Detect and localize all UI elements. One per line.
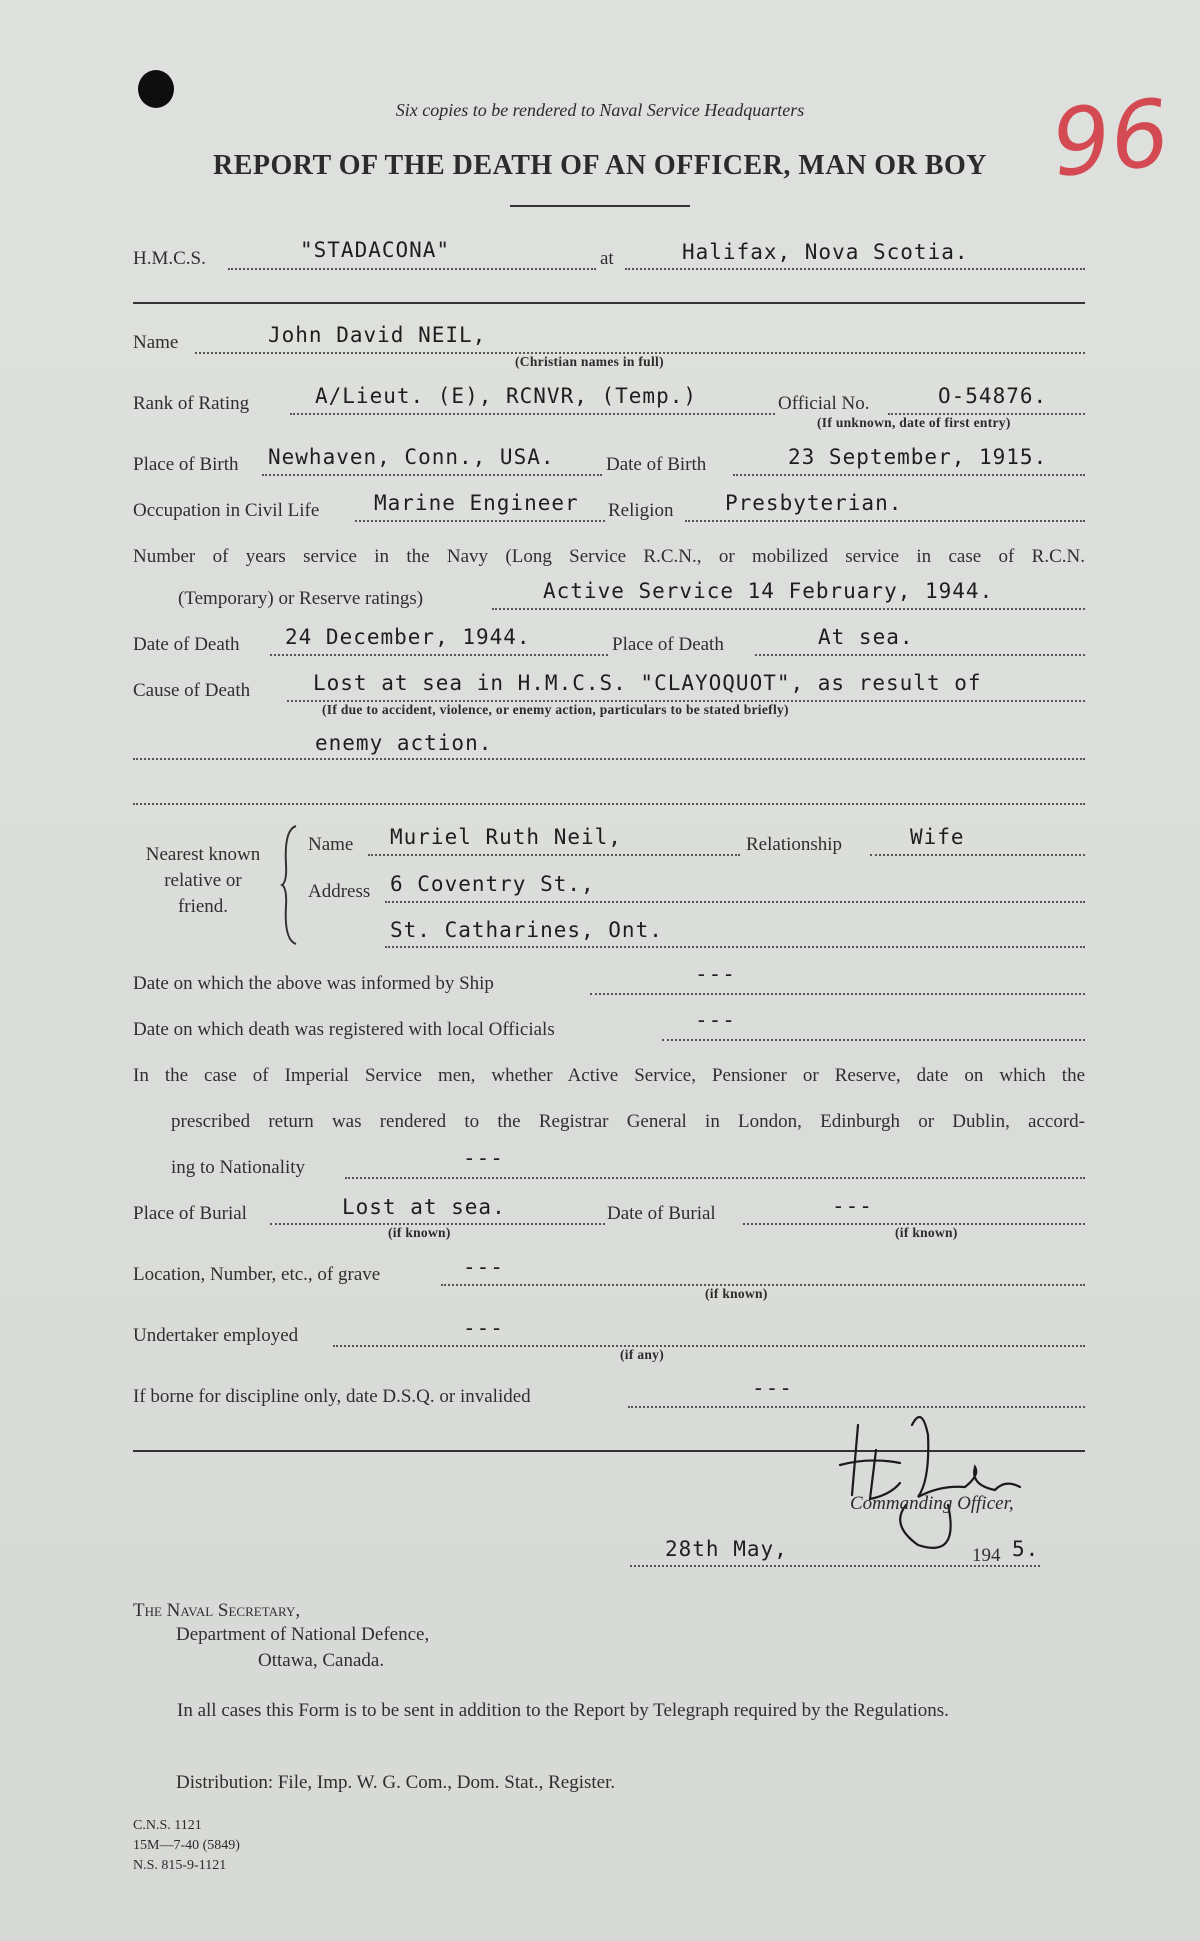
burial-place-note: (if known) xyxy=(388,1225,451,1240)
service-line xyxy=(492,608,1085,610)
form-code-3: N.S. 815-9-1121 xyxy=(133,1858,227,1873)
cause-line-3 xyxy=(133,803,1085,805)
address-label: Address xyxy=(308,881,371,902)
rank-label: Rank of Rating xyxy=(133,393,250,414)
relative-side-label-1: Nearest known xyxy=(145,844,261,865)
relative-side-label xyxy=(128,842,278,920)
official-label: Official No. xyxy=(778,393,870,414)
grave-note: (if known) xyxy=(705,1286,768,1301)
name-value: John David NEIL, xyxy=(268,323,487,347)
cause-value-1: Lost at sea in H.M.C.S. "CLAYOQUOT", as result of xyxy=(313,671,982,695)
signature-title: Commanding Officer, xyxy=(850,1493,1014,1514)
religion-value: Presbyterian. xyxy=(725,491,903,515)
death-date-value: 24 December, 1944. xyxy=(285,625,531,649)
name-label: Name xyxy=(133,332,179,353)
ship-value: "STADACONA" xyxy=(300,238,451,262)
distribution: Distribution: File, Imp. W. G. Com., Dom. Stat., Register. xyxy=(176,1772,616,1793)
signature-year-prefix: 194 xyxy=(972,1545,1001,1566)
rank-line xyxy=(290,413,775,415)
form-title: REPORT OF THE DEATH OF AN OFFICER, MAN OR BOY xyxy=(213,150,987,181)
death-date-line xyxy=(270,654,608,656)
service-label-1: Number of years service in the Navy (Long Service R.C.N., or mobilized service in case of R.C.N. xyxy=(133,546,1085,567)
signature-date: 28th May, xyxy=(665,1537,788,1561)
rank-value: A/Lieut. (E), RCNVR, (Temp.) xyxy=(315,384,698,408)
birth-place-value: Newhaven, Conn., USA. xyxy=(268,445,555,469)
name-note: (Christian names in full) xyxy=(515,354,664,369)
registered-label: Date on which death was registered with local Officials xyxy=(133,1019,555,1040)
page-number-handwritten: 96 xyxy=(1046,79,1175,198)
signature-year-suffix: 5. xyxy=(1012,1537,1040,1561)
section-rule xyxy=(133,302,1085,304)
relative-side-label-3: friend. xyxy=(177,896,229,917)
grave-label: Location, Number, etc., of grave xyxy=(133,1264,381,1285)
address-line-1 xyxy=(385,901,1085,903)
form-code-1: C.N.S. 1121 xyxy=(133,1818,202,1833)
at-line xyxy=(625,268,1085,270)
address-2: St. Catharines, Ont. xyxy=(390,918,663,942)
informed-line xyxy=(590,993,1085,995)
form-note: In all cases this Form is to be sent in addition to the Report by Telegraph required by the Regulations. xyxy=(177,1700,949,1721)
cause-value-2: enemy action. xyxy=(315,731,493,755)
undertaker-label: Undertaker employed xyxy=(133,1325,299,1346)
burial-place-label: Place of Burial xyxy=(133,1203,247,1224)
relative-name-label: Name xyxy=(308,834,354,855)
death-date-label: Date of Death xyxy=(133,634,240,655)
imperial-value-line xyxy=(345,1177,1085,1179)
grave-value: --- xyxy=(463,1255,504,1279)
relationship-label: Relationship xyxy=(746,834,843,855)
birth-date-line xyxy=(733,474,1085,476)
occupation-label: Occupation in Civil Life xyxy=(133,500,320,521)
cause-line-2 xyxy=(133,758,1085,760)
official-note: (If unknown, date of first entry) xyxy=(817,415,1011,430)
discipline-value: --- xyxy=(752,1376,793,1400)
imperial-line-2: prescribed return was rendered to the Registrar General in London, Edinburgh or Dublin, accord- xyxy=(171,1111,1085,1132)
copies-note: Six copies to be rendered to Naval Service Headquarters xyxy=(395,100,805,120)
relative-side-label-2: relative or xyxy=(164,870,242,891)
burial-place-value: Lost at sea. xyxy=(342,1195,506,1219)
burial-date-label: Date of Burial xyxy=(607,1203,716,1224)
undertaker-line xyxy=(333,1345,1085,1347)
death-place-value: At sea. xyxy=(818,625,914,649)
birth-date-value: 23 September, 1915. xyxy=(788,445,1048,469)
registered-value: --- xyxy=(695,1008,736,1032)
department: Department of National Defence, xyxy=(176,1624,430,1645)
address-line-2 xyxy=(385,946,1085,948)
death-place-label: Place of Death xyxy=(612,634,724,655)
occupation-line xyxy=(355,520,605,522)
imperial-value: --- xyxy=(463,1146,504,1170)
official-value: O-54876. xyxy=(938,384,1048,408)
relative-name-line xyxy=(368,854,740,856)
relationship-line xyxy=(870,854,1085,856)
undertaker-value: --- xyxy=(463,1316,504,1340)
discipline-label: If borne for discipline only, date D.S.Q. or invalided xyxy=(133,1386,531,1407)
registered-line xyxy=(662,1039,1085,1041)
birth-place-line xyxy=(262,474,602,476)
ship-line xyxy=(228,268,596,270)
at-value: Halifax, Nova Scotia. xyxy=(682,240,969,264)
imperial-line-3: ing to Nationality xyxy=(171,1157,306,1178)
city: Ottawa, Canada. xyxy=(258,1650,385,1671)
relative-name-value: Muriel Ruth Neil, xyxy=(390,825,622,849)
form-code-2: 15M—7-40 (5849) xyxy=(133,1838,240,1853)
service-label-2: (Temporary) or Reserve ratings) xyxy=(178,588,424,609)
death-place-line xyxy=(755,654,1085,656)
naval-secretary: The Naval Secretary, xyxy=(133,1600,301,1621)
burial-date-value: --- xyxy=(832,1194,873,1218)
relative-brace xyxy=(280,824,300,946)
at-label: at xyxy=(600,248,614,269)
occupation-value: Marine Engineer xyxy=(374,491,579,515)
relationship-value: Wife xyxy=(910,825,965,849)
cause-note: (If due to accident, violence, or enemy action, particulars to be stated briefly) xyxy=(322,702,789,717)
imperial-line-1: In the case of Imperial Service men, whether Active Service, Pensioner or Reserve, date on which the xyxy=(133,1065,1085,1086)
ship-label: H.M.C.S. xyxy=(133,248,206,269)
birth-place-label: Place of Birth xyxy=(133,454,239,475)
burial-date-note: (if known) xyxy=(895,1225,958,1240)
cause-label: Cause of Death xyxy=(133,680,251,701)
service-value: Active Service 14 February, 1944. xyxy=(543,579,994,603)
address-1: 6 Coventry St., xyxy=(390,872,595,896)
undertaker-note: (if any) xyxy=(620,1347,665,1362)
informed-value: --- xyxy=(695,962,736,986)
title-underline xyxy=(510,205,690,207)
birth-date-label: Date of Birth xyxy=(606,454,707,475)
religion-label: Religion xyxy=(608,500,674,521)
religion-line xyxy=(685,520,1085,522)
informed-label: Date on which the above was informed by Ship xyxy=(133,973,494,994)
